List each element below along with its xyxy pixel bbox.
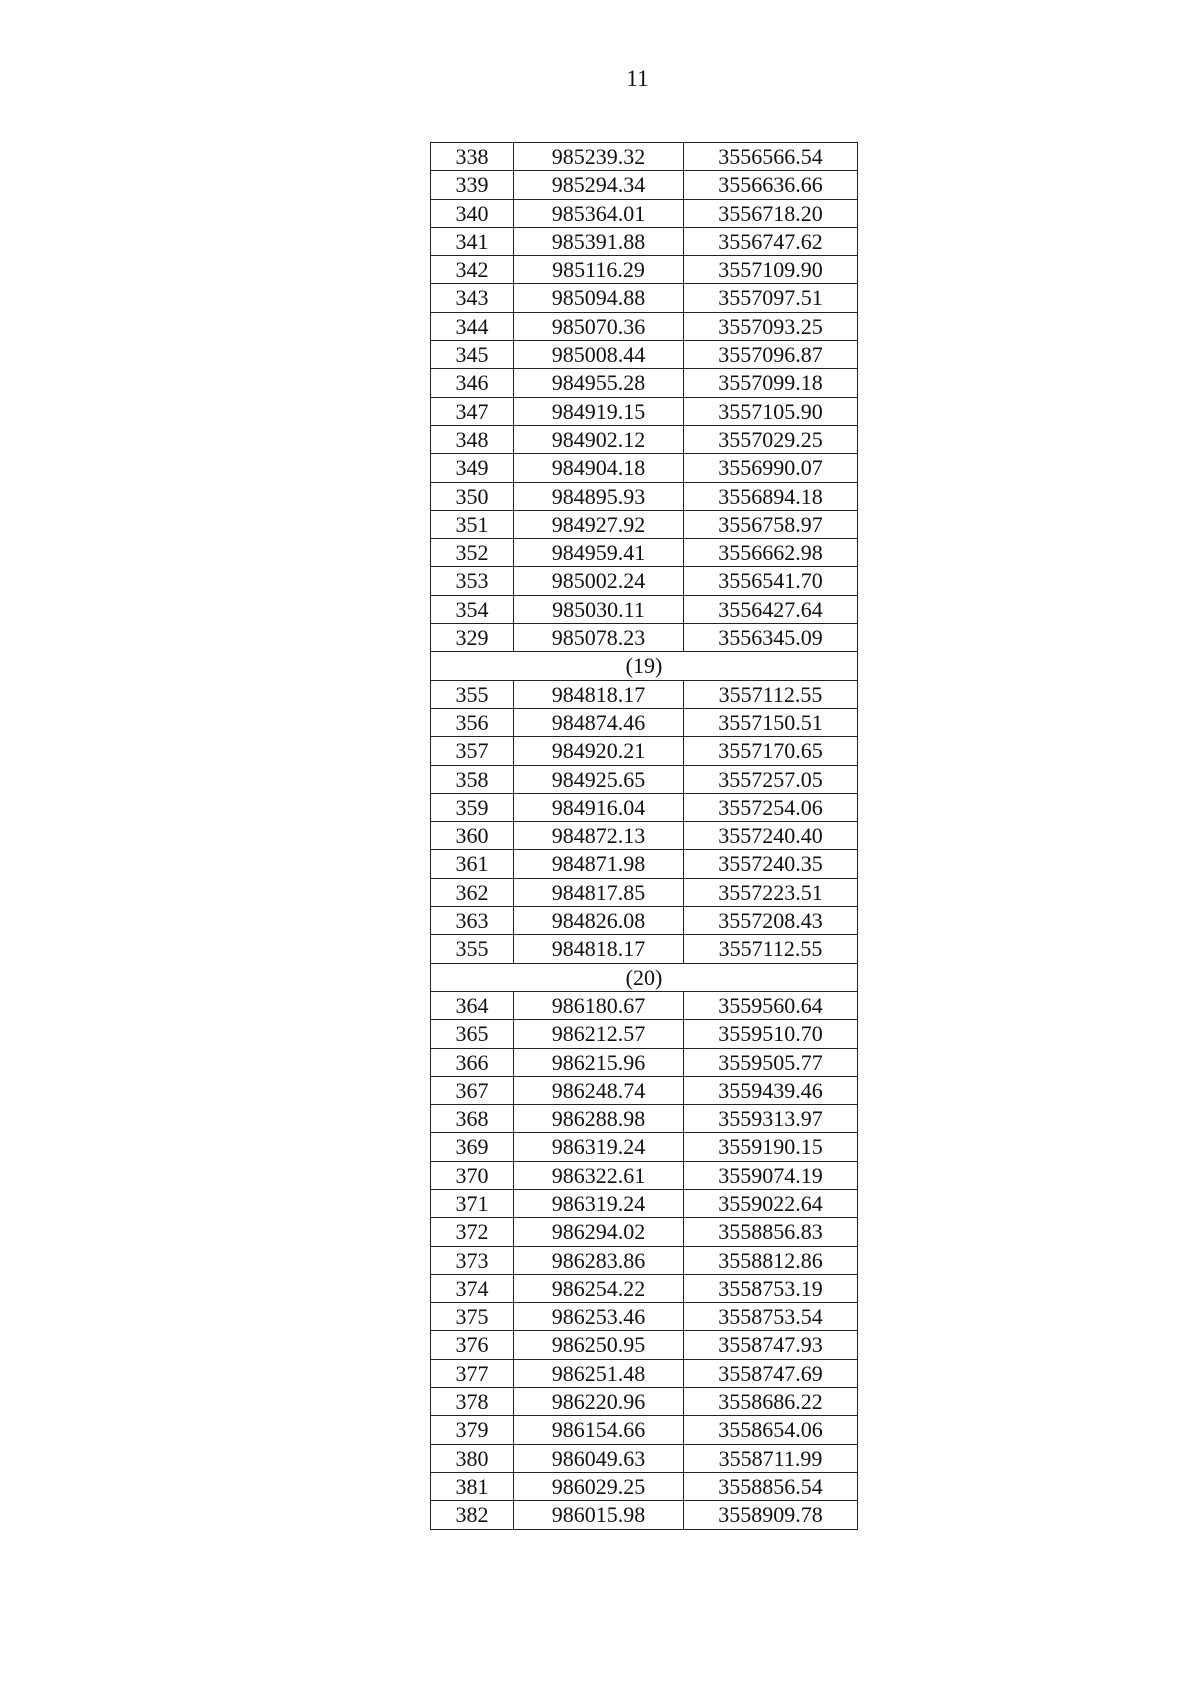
point-number-cell: 369 (431, 1133, 514, 1161)
point-number-cell: 339 (431, 171, 514, 199)
y-coordinate-cell: 3557223.51 (684, 878, 858, 906)
point-number-cell: 373 (431, 1246, 514, 1274)
table-row (431, 482, 858, 510)
table-row (431, 850, 858, 878)
x-coordinate-cell: 986154.66 (514, 1416, 684, 1444)
table-row (431, 1388, 858, 1416)
table-row (431, 1359, 858, 1387)
x-coordinate-cell: 986250.95 (514, 1331, 684, 1359)
x-coordinate-cell: 984927.92 (514, 510, 684, 538)
group-label: (19) (431, 652, 858, 680)
table-row (431, 793, 858, 821)
y-coordinate-cell: 3556758.97 (684, 510, 858, 538)
x-coordinate-cell: 985094.88 (514, 284, 684, 312)
table-row (431, 1303, 858, 1331)
point-number-cell: 350 (431, 482, 514, 510)
y-coordinate-cell: 3556894.18 (684, 482, 858, 510)
table-row (431, 1444, 858, 1472)
y-coordinate-cell: 3557112.55 (684, 935, 858, 963)
table-row (431, 1161, 858, 1189)
table-row (431, 1189, 858, 1217)
table-row (431, 1331, 858, 1359)
x-coordinate-cell: 985294.34 (514, 171, 684, 199)
table-row (431, 822, 858, 850)
y-coordinate-cell: 3557093.25 (684, 312, 858, 340)
point-number-cell: 376 (431, 1331, 514, 1359)
x-coordinate-cell: 985030.11 (514, 595, 684, 623)
x-coordinate-cell: 986253.46 (514, 1303, 684, 1331)
x-coordinate-cell: 985116.29 (514, 256, 684, 284)
point-number-cell: 338 (431, 143, 514, 171)
point-number-cell: 364 (431, 991, 514, 1019)
point-number-cell: 368 (431, 1105, 514, 1133)
x-coordinate-cell: 984904.18 (514, 454, 684, 482)
table-row (431, 539, 858, 567)
y-coordinate-cell: 3558812.86 (684, 1246, 858, 1274)
table-row (431, 1218, 858, 1246)
point-number-cell: 362 (431, 878, 514, 906)
x-coordinate-cell: 984818.17 (514, 935, 684, 963)
x-coordinate-cell: 984916.04 (514, 793, 684, 821)
y-coordinate-cell: 3557099.18 (684, 369, 858, 397)
table-row (431, 624, 858, 652)
y-coordinate-cell: 3557029.25 (684, 425, 858, 453)
y-coordinate-cell: 3556541.70 (684, 567, 858, 595)
x-coordinate-cell: 984959.41 (514, 539, 684, 567)
y-coordinate-cell: 3558711.99 (684, 1444, 858, 1472)
y-coordinate-cell: 3559074.19 (684, 1161, 858, 1189)
y-coordinate-cell: 3557105.90 (684, 397, 858, 425)
point-number-cell: 348 (431, 425, 514, 453)
y-coordinate-cell: 3556636.66 (684, 171, 858, 199)
x-coordinate-cell: 985070.36 (514, 312, 684, 340)
x-coordinate-cell: 986015.98 (514, 1501, 684, 1529)
point-number-cell: 343 (431, 284, 514, 312)
point-number-cell: 356 (431, 708, 514, 736)
table-row (431, 595, 858, 623)
y-coordinate-cell: 3558856.83 (684, 1218, 858, 1246)
point-number-cell: 340 (431, 199, 514, 227)
y-coordinate-cell: 3557208.43 (684, 907, 858, 935)
x-coordinate-cell: 986319.24 (514, 1189, 684, 1217)
table-row (431, 510, 858, 538)
x-coordinate-cell: 986029.25 (514, 1472, 684, 1500)
x-coordinate-cell: 984826.08 (514, 907, 684, 935)
table-row (431, 341, 858, 369)
x-coordinate-cell: 985078.23 (514, 624, 684, 652)
table-row (431, 1133, 858, 1161)
point-number-cell: 377 (431, 1359, 514, 1387)
table-row (431, 143, 858, 171)
coordinates-table (430, 142, 858, 1530)
point-number-cell: 351 (431, 510, 514, 538)
y-coordinate-cell: 3557254.06 (684, 793, 858, 821)
point-number-cell: 346 (431, 369, 514, 397)
point-number-cell: 374 (431, 1274, 514, 1302)
y-coordinate-cell: 3558686.22 (684, 1388, 858, 1416)
point-number-cell: 359 (431, 793, 514, 821)
y-coordinate-cell: 3557096.87 (684, 341, 858, 369)
table-row (431, 397, 858, 425)
y-coordinate-cell: 3558753.54 (684, 1303, 858, 1331)
point-number-cell: 345 (431, 341, 514, 369)
point-number-cell: 344 (431, 312, 514, 340)
y-coordinate-cell: 3558654.06 (684, 1416, 858, 1444)
point-number-cell: 379 (431, 1416, 514, 1444)
x-coordinate-cell: 986180.67 (514, 991, 684, 1019)
x-coordinate-cell: 984871.98 (514, 850, 684, 878)
point-number-cell: 372 (431, 1218, 514, 1246)
point-number-cell: 361 (431, 850, 514, 878)
x-coordinate-cell: 986212.57 (514, 1020, 684, 1048)
y-coordinate-cell: 3558747.69 (684, 1359, 858, 1387)
table-row (431, 765, 858, 793)
y-coordinate-cell: 3558747.93 (684, 1331, 858, 1359)
x-coordinate-cell: 984902.12 (514, 425, 684, 453)
table-row (431, 425, 858, 453)
x-coordinate-cell: 984920.21 (514, 737, 684, 765)
table-row (431, 171, 858, 199)
point-number-cell: 380 (431, 1444, 514, 1472)
x-coordinate-cell: 985391.88 (514, 227, 684, 255)
x-coordinate-cell: 986322.61 (514, 1161, 684, 1189)
y-coordinate-cell: 3558753.19 (684, 1274, 858, 1302)
y-coordinate-cell: 3557170.65 (684, 737, 858, 765)
y-coordinate-cell: 3559022.64 (684, 1189, 858, 1217)
table-row (431, 1472, 858, 1500)
group-header-row (431, 963, 858, 991)
x-coordinate-cell: 985364.01 (514, 199, 684, 227)
y-coordinate-cell: 3557257.05 (684, 765, 858, 793)
y-coordinate-cell: 3559560.64 (684, 991, 858, 1019)
point-number-cell: 381 (431, 1472, 514, 1500)
x-coordinate-cell: 986288.98 (514, 1105, 684, 1133)
group-header-row (431, 652, 858, 680)
x-coordinate-cell: 986220.96 (514, 1388, 684, 1416)
table-row (431, 227, 858, 255)
group-label: (20) (431, 963, 858, 991)
table-row (431, 878, 858, 906)
y-coordinate-cell: 3557112.55 (684, 680, 858, 708)
point-number-cell: 347 (431, 397, 514, 425)
point-number-cell: 349 (431, 454, 514, 482)
table-row (431, 1076, 858, 1104)
point-number-cell: 353 (431, 567, 514, 595)
y-coordinate-cell: 3557240.35 (684, 850, 858, 878)
table-row (431, 1274, 858, 1302)
table-row (431, 284, 858, 312)
y-coordinate-cell: 3557109.90 (684, 256, 858, 284)
point-number-cell: 342 (431, 256, 514, 284)
y-coordinate-cell: 3556566.54 (684, 143, 858, 171)
table-row (431, 935, 858, 963)
point-number-cell: 354 (431, 595, 514, 623)
table-row (431, 1048, 858, 1076)
table-row (431, 256, 858, 284)
table-row (431, 454, 858, 482)
table-row (431, 708, 858, 736)
x-coordinate-cell: 986248.74 (514, 1076, 684, 1104)
point-number-cell: 358 (431, 765, 514, 793)
point-number-cell: 341 (431, 227, 514, 255)
x-coordinate-cell: 984872.13 (514, 822, 684, 850)
x-coordinate-cell: 986049.63 (514, 1444, 684, 1472)
page-number: 11 (626, 66, 649, 91)
x-coordinate-cell: 984955.28 (514, 369, 684, 397)
y-coordinate-cell: 3556345.09 (684, 624, 858, 652)
y-coordinate-cell: 3556990.07 (684, 454, 858, 482)
y-coordinate-cell: 3557097.51 (684, 284, 858, 312)
x-coordinate-cell: 985002.24 (514, 567, 684, 595)
table-row (431, 1105, 858, 1133)
point-number-cell: 329 (431, 624, 514, 652)
table-row (431, 312, 858, 340)
point-number-cell: 375 (431, 1303, 514, 1331)
point-number-cell: 370 (431, 1161, 514, 1189)
point-number-cell: 355 (431, 680, 514, 708)
x-coordinate-cell: 984925.65 (514, 765, 684, 793)
x-coordinate-cell: 984874.46 (514, 708, 684, 736)
table-row (431, 199, 858, 227)
point-number-cell: 360 (431, 822, 514, 850)
table-row (431, 1020, 858, 1048)
x-coordinate-cell: 984818.17 (514, 680, 684, 708)
point-number-cell: 382 (431, 1501, 514, 1529)
x-coordinate-cell: 984895.93 (514, 482, 684, 510)
table-row (431, 369, 858, 397)
point-number-cell: 363 (431, 907, 514, 935)
y-coordinate-cell: 3557150.51 (684, 708, 858, 736)
x-coordinate-cell: 984817.85 (514, 878, 684, 906)
point-number-cell: 367 (431, 1076, 514, 1104)
table-row (431, 1416, 858, 1444)
x-coordinate-cell: 986254.22 (514, 1274, 684, 1302)
y-coordinate-cell: 3556427.64 (684, 595, 858, 623)
point-number-cell: 352 (431, 539, 514, 567)
x-coordinate-cell: 985008.44 (514, 341, 684, 369)
x-coordinate-cell: 986283.86 (514, 1246, 684, 1274)
x-coordinate-cell: 985239.32 (514, 143, 684, 171)
coordinates-table-body (431, 143, 858, 1530)
point-number-cell: 357 (431, 737, 514, 765)
y-coordinate-cell: 3559505.77 (684, 1048, 858, 1076)
table-row (431, 567, 858, 595)
point-number-cell: 355 (431, 935, 514, 963)
x-coordinate-cell: 984919.15 (514, 397, 684, 425)
table-row (431, 1246, 858, 1274)
x-coordinate-cell: 986251.48 (514, 1359, 684, 1387)
point-number-cell: 378 (431, 1388, 514, 1416)
table-row (431, 680, 858, 708)
y-coordinate-cell: 3556662.98 (684, 539, 858, 567)
y-coordinate-cell: 3559510.70 (684, 1020, 858, 1048)
x-coordinate-cell: 986294.02 (514, 1218, 684, 1246)
y-coordinate-cell: 3559439.46 (684, 1076, 858, 1104)
table-row (431, 1501, 858, 1529)
y-coordinate-cell: 3558909.78 (684, 1501, 858, 1529)
x-coordinate-cell: 986319.24 (514, 1133, 684, 1161)
y-coordinate-cell: 3558856.54 (684, 1472, 858, 1500)
table-row (431, 737, 858, 765)
point-number-cell: 371 (431, 1189, 514, 1217)
point-number-cell: 365 (431, 1020, 514, 1048)
point-number-cell: 366 (431, 1048, 514, 1076)
x-coordinate-cell: 986215.96 (514, 1048, 684, 1076)
y-coordinate-cell: 3559190.15 (684, 1133, 858, 1161)
table-row (431, 907, 858, 935)
y-coordinate-cell: 3557240.40 (684, 822, 858, 850)
y-coordinate-cell: 3556747.62 (684, 227, 858, 255)
y-coordinate-cell: 3556718.20 (684, 199, 858, 227)
y-coordinate-cell: 3559313.97 (684, 1105, 858, 1133)
table-row (431, 991, 858, 1019)
